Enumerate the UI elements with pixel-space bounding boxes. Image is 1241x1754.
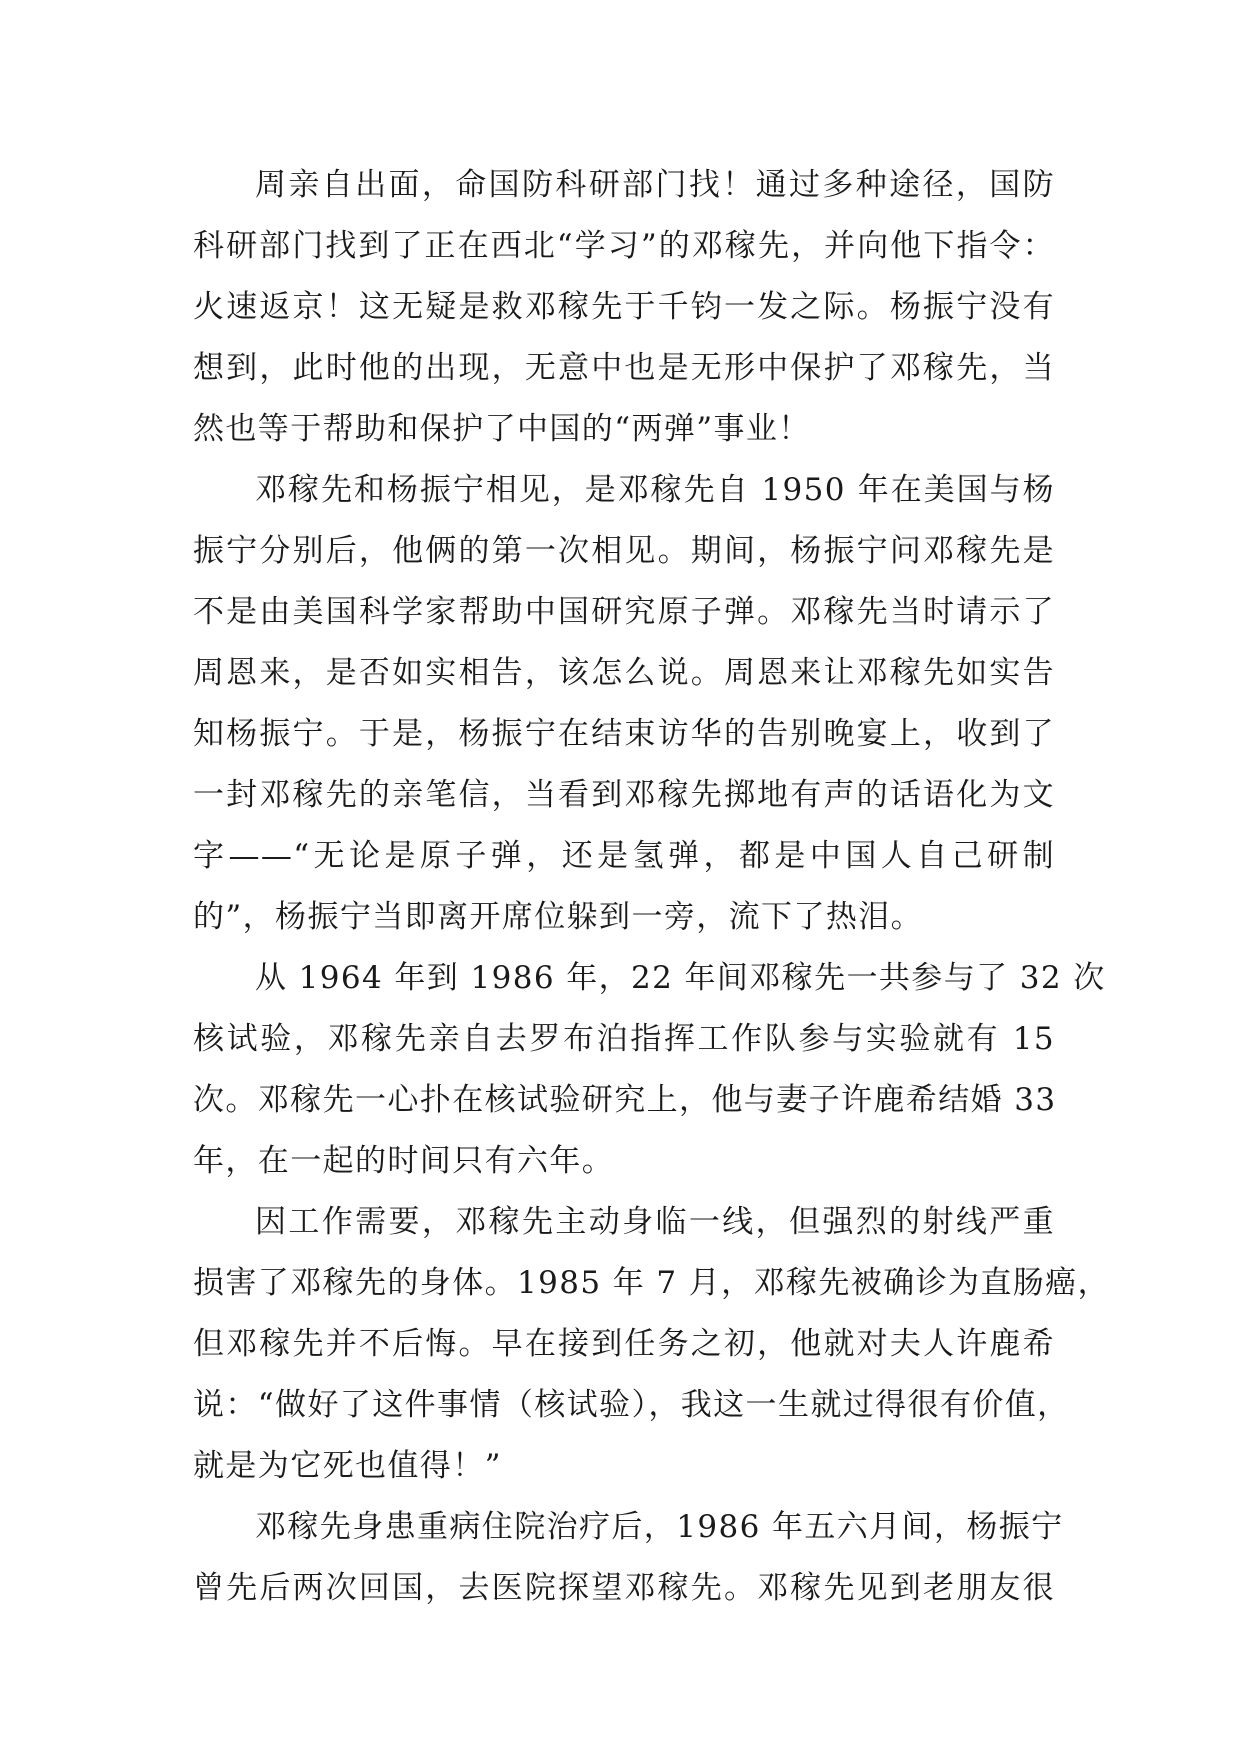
paragraph — [193, 948, 1106, 1192]
text-line: 曾先后两次回国，去医院探望邓稼先。邓稼先见到老朋友很 — [193, 1570, 1055, 1606]
text-line: 火速返京！这无疑是救邓稼先于千钧一发之际。杨振宁没有 — [193, 289, 1055, 325]
text-line: 科研部门找到了正在西北“学习”的邓稼先，并向他下指令： — [193, 228, 1055, 264]
paragraph — [193, 1192, 1110, 1497]
text-line: 一封邓稼先的亲笔信，当看到邓稼先掷地有声的话语化为文 — [193, 777, 1055, 813]
text-line: 次。邓稼先一心扑在核试验研究上，他与妻子许鹿希结婚 33 — [193, 1082, 1057, 1118]
body-text — [193, 155, 1110, 1619]
text-line: 想到，此时他的出现，无意中也是无形中保护了邓稼先，当 — [193, 350, 1055, 386]
paragraph — [193, 460, 1055, 948]
text-line: 从 1964 年到 1986 年，22 年间邓稼先一共参与了 32 次 — [255, 960, 1106, 996]
text-line: 邓稼先和杨振宁相见，是邓稼先自 1950 年在美国与杨 — [255, 472, 1055, 508]
text-line: 就是为它死也值得！” — [193, 1448, 502, 1484]
text-line: 但邓稼先并不后悔。早在接到任务之初，他就对夫人许鹿希 — [193, 1326, 1055, 1362]
text-line: 说：“做好了这件事情（核试验），我这一生就过得很有价值， — [193, 1387, 1070, 1423]
text-line: 年，在一起的时间只有六年。 — [193, 1143, 615, 1179]
text-line: 振宁分别后，他俩的第一次相见。期间，杨振宁问邓稼先是 — [193, 533, 1055, 569]
text-line: 邓稼先身患重病住院治疗后，1986 年五六月间，杨振宁 — [255, 1509, 1064, 1545]
paragraph — [193, 155, 1055, 460]
text-line: 周恩来，是否如实相告，该怎么说。周恩来让邓稼先如实告 — [193, 655, 1055, 691]
text-line: 字——“无论是原子弹，还是氢弹，都是中国人自己研制 — [193, 838, 1055, 874]
text-line: 然也等于帮助和保护了中国的“两弹”事业！ — [193, 411, 811, 447]
text-line: 周亲自出面，命国防科研部门找！通过多种途径，国防 — [255, 167, 1055, 203]
text-line: 核试验，邓稼先亲自去罗布泊指挥工作队参与实验就有 15 — [193, 1021, 1055, 1057]
text-line: 不是由美国科学家帮助中国研究原子弹。邓稼先当时请示了 — [193, 594, 1055, 630]
paragraph — [193, 1497, 1064, 1619]
text-line: 的”，杨振宁当即离开席位躲到一旁，流下了热泪。 — [193, 899, 924, 935]
text-line: 知杨振宁。于是，杨振宁在结束访华的告别晚宴上，收到了 — [193, 716, 1055, 752]
text-line: 损害了邓稼先的身体。1985 年 7 月，邓稼先被确诊为直肠癌， — [193, 1265, 1110, 1301]
text-line: 因工作需要，邓稼先主动身临一线，但强烈的射线严重 — [255, 1204, 1055, 1240]
